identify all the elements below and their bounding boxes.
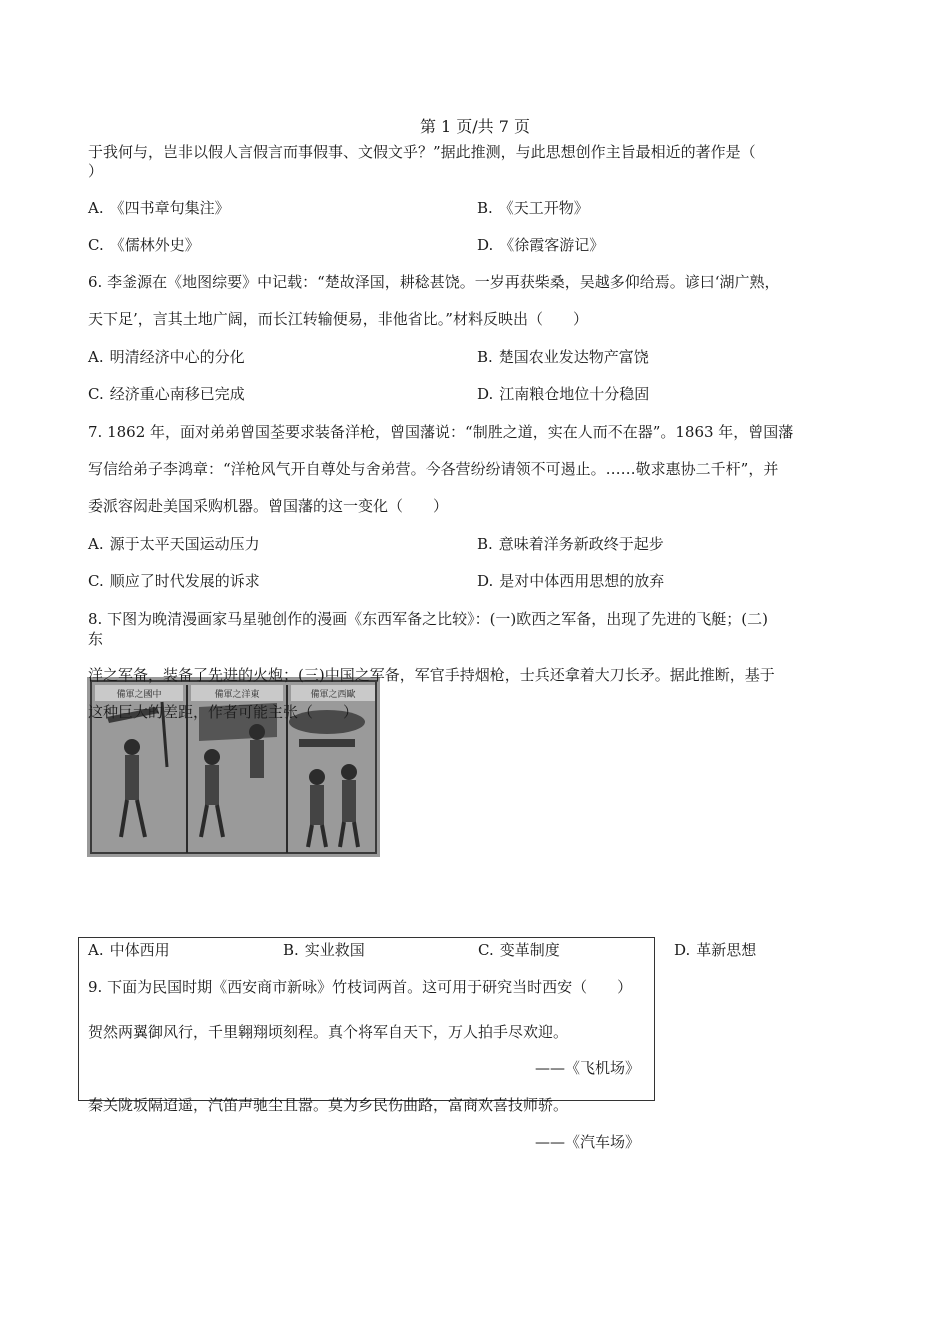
q6-option-c[interactable] (88, 383, 245, 404)
q7-stem-line1: 7. 1862 年，面对弟弟曾国荃要求装备洋枪，曾国藩说：“制胜之道，实在人而不在器”。1863 年，曾国藩 (88, 423, 794, 441)
option-label: B. (477, 348, 493, 366)
option-label: B. (283, 941, 299, 959)
option-text: 江南粮仓地位十分稳固 (499, 385, 650, 403)
q9-poem1-title: ——《飞机场》 (534, 1059, 640, 1077)
q8-option-d[interactable] (674, 939, 756, 960)
option-text: 《四书章句集注》 (109, 199, 230, 217)
option-label: C. (478, 941, 494, 959)
option-text: 变革制度 (499, 941, 560, 959)
q7-stem-line2: 写信给弟子李鸿章：“洋枪风气开自尊处与舍弟营。今各营纷纷请领不可遏止。……敬求惠协二千杆”，并 (88, 460, 779, 478)
q8-option-c[interactable] (478, 939, 560, 960)
option-label: D. (477, 385, 494, 403)
option-text: 《徐霞客游记》 (499, 236, 605, 254)
q8-stem-line2: 洋之军备，装备了先进的火炮；(三)中国之军备，军官手持烟枪，士兵还拿着大刀长矛。据此推断，基于 (88, 666, 775, 684)
option-label: D. (477, 236, 494, 254)
option-text: 源于太平天国运动压力 (109, 535, 260, 553)
q5-text-line1: 于我何与，岂非以假人言假言而事假事、文假文乎？”据此推测，与此思想创作主旨最相近的著作是（ (88, 143, 756, 161)
option-text: 经济重心南移已完成 (109, 385, 245, 403)
q5-option-c[interactable] (88, 234, 200, 255)
q8-stem-line1: 8. 下图为晚清漫画家马星驰创作的漫画《东西军备之比较》：(一)欧西之军备，出现了先进的飞艇；(二) (88, 610, 768, 628)
option-text: 《天工开物》 (498, 199, 589, 217)
q9-poem2: 秦关陇坂隔迢遥，汽笛声驰尘且嚣。莫为乡民伤曲路，富商欢喜技师骄。 (88, 1096, 569, 1114)
q6-option-d[interactable] (477, 383, 649, 404)
option-text: 《儒林外史》 (109, 236, 200, 254)
q8-option-b[interactable] (283, 939, 365, 960)
option-label: D. (477, 572, 494, 590)
option-text: 楚国农业发达物产富饶 (498, 348, 649, 366)
caption-west: 備軍之西歐 (310, 690, 356, 700)
q7-option-c[interactable] (88, 570, 260, 591)
q6-stem-line2: 天下足’，言其土地广阔，而长江转输便易，非他省比。”材料反映出（ ） (88, 310, 588, 328)
option-label: A. (88, 199, 104, 217)
q5-option-d[interactable] (477, 234, 604, 255)
q9-stem-line1: 9. 下面为民国时期《西安商市新咏》竹枝词两首。这可用于研究当时西安（ ） (88, 978, 633, 996)
option-label: A. (88, 348, 104, 366)
q6-option-a[interactable] (88, 346, 245, 367)
page-number-header: 第 1 页/共 7 页 (419, 117, 531, 136)
q8-stem-line1b: 东 (88, 630, 104, 648)
q7-stem-line3: 委派容闳赴美国采购机器。曾国藩的这一变化（ ） (88, 497, 449, 515)
q5-option-a[interactable] (88, 197, 230, 218)
q8-option-a[interactable] (88, 939, 170, 960)
option-label: A. (88, 941, 104, 959)
q9-poem2-title: ——《汽车场》 (534, 1133, 640, 1151)
caption-east: 備軍之洋東 (214, 690, 260, 700)
q9-poem1: 贺然两翼御风行，千里翱翔顷刻程。真个将军自天下，万人拍手尽欢迎。 (88, 1023, 569, 1041)
option-label: A. (88, 535, 104, 553)
option-label: B. (477, 199, 493, 217)
option-text: 明清经济中心的分化 (109, 348, 245, 366)
q7-option-a[interactable] (88, 533, 260, 554)
q7-option-b[interactable] (477, 533, 664, 554)
option-label: C. (88, 236, 104, 254)
option-label: B. (477, 535, 493, 553)
option-text: 意味着洋务新政终于起步 (498, 535, 664, 553)
option-text: 是对中体西用思想的放弃 (499, 572, 665, 590)
option-text: 中体西用 (109, 941, 170, 959)
option-label: C. (88, 385, 104, 403)
caption-china: 備軍之國中 (116, 690, 162, 700)
q6-stem-line1: 6. 李釜源在《地图综要》中记载：“楚故泽国，耕稔甚饶。一岁再获柴桑，吴越多仰给焉。谚曰‘湖广熟， (88, 273, 780, 291)
q5-option-b[interactable] (477, 197, 589, 218)
option-text: 顺应了时代发展的诉求 (109, 572, 260, 590)
q7-option-d[interactable] (477, 570, 664, 591)
option-text: 革新思想 (696, 941, 757, 959)
q6-option-b[interactable] (477, 346, 649, 367)
option-label: C. (88, 572, 104, 590)
option-text: 实业救国 (304, 941, 365, 959)
q8-stem-line3: 这种巨大的差距，作者可能主张（ ） (88, 703, 359, 721)
q5-text-line2: ） (88, 162, 104, 180)
option-label: D. (674, 941, 691, 959)
